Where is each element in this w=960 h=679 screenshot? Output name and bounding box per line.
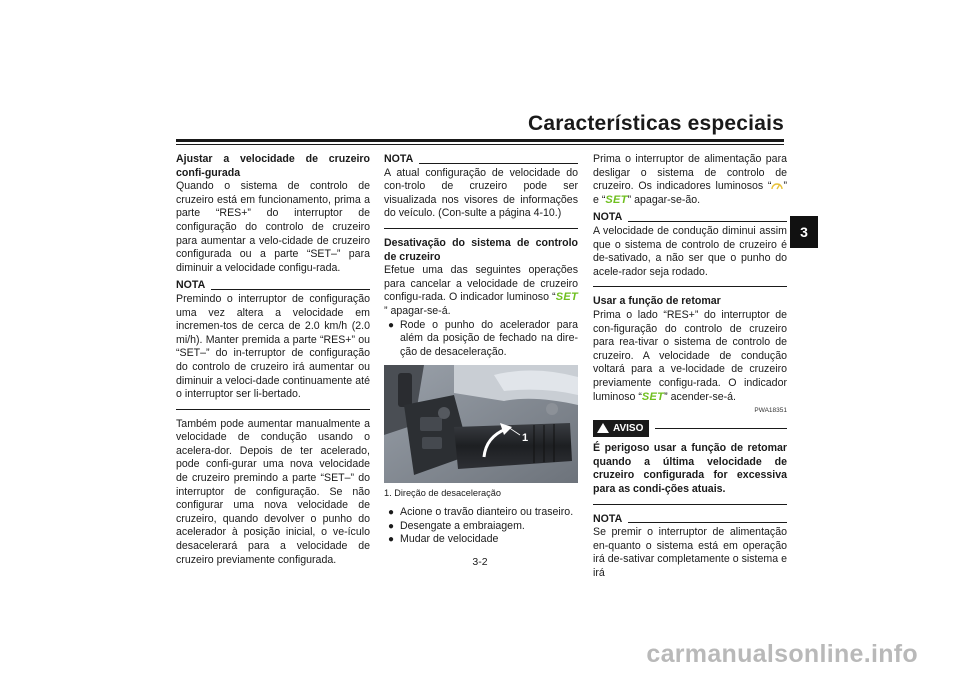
handlebar-figure bbox=[384, 365, 578, 483]
aviso-end-rule bbox=[593, 504, 787, 505]
bullet-icon: ● bbox=[388, 506, 395, 518]
section-heading-deactivate: Desativação do sistema de controlo de cruzeiro bbox=[384, 236, 578, 263]
bullet-icon: ● bbox=[388, 520, 395, 532]
bullet-icon: ● bbox=[388, 319, 395, 331]
text-run: ” apagar-se-ão. bbox=[627, 193, 701, 206]
nota-header bbox=[384, 153, 578, 167]
set-indicator-icon: SET bbox=[605, 193, 628, 206]
cruise-indicator-icon bbox=[771, 180, 783, 190]
list-item bbox=[388, 520, 578, 534]
nota-end-rule bbox=[176, 409, 370, 410]
paragraph bbox=[593, 153, 787, 207]
paragraph bbox=[384, 264, 578, 318]
handlebar-illustration bbox=[384, 365, 578, 483]
watermark: carmanualsonline.info bbox=[646, 640, 918, 668]
paragraph bbox=[593, 309, 787, 404]
column-3 bbox=[593, 153, 787, 581]
nota-label: NOTA bbox=[176, 279, 206, 292]
warning-code: PWA18351 bbox=[754, 407, 787, 415]
nota-header bbox=[593, 513, 787, 527]
aviso-label: AVISO bbox=[613, 422, 644, 434]
text-run: Prima o interruptor de alimentação para desligar o sistema de controlo de cruzeiro. Os indicadores luminosos “ bbox=[593, 153, 787, 193]
nota-label: NOTA bbox=[593, 512, 623, 525]
list-item bbox=[388, 533, 578, 547]
nota-header bbox=[176, 279, 370, 293]
nota-text: A atual configuração de velocidade do con-trolo de cruzeiro pode ser visualizada nos visores de informações do veículo. (Con-sulte a página 4-10.) bbox=[384, 166, 578, 220]
figure-caption: 1. Direção de desaceleração bbox=[384, 488, 501, 499]
nota-rule bbox=[628, 522, 787, 523]
list-item-text: Desengate a embraiagem. bbox=[400, 519, 525, 532]
nota-rule bbox=[628, 221, 787, 222]
figure-callout-1: 1 bbox=[522, 432, 529, 445]
page-title: Características especiais bbox=[527, 112, 784, 135]
nota-text: Se premir o interruptor de alimentação en-quanto o sistema está em operação irá de-sativar completamente o sistema e irá bbox=[593, 526, 787, 580]
set-indicator-icon: SET bbox=[641, 390, 665, 403]
nota-label: NOTA bbox=[384, 153, 414, 165]
paragraph: Também pode aumentar manualmente a velocidade de condução usando o acelera-dor. Depois de ter acelerado, pode confi-gurar uma nova velocidade de cruzeiro premindo a parte “SET–” do interruptor de configuração. Se não configurar uma nova velocidade de cruzeiro, quando devolver o punho do acelerador à posição inicial, o ve-ículo desacelerará para a velocidade de cruzeiro previamente configurada. bbox=[176, 417, 370, 566]
text-run: Efetue uma das seguintes operações para cancelar a velocidade de cruzeiro configu-rada. O indicador luminoso “ bbox=[384, 264, 578, 304]
column-1 bbox=[176, 153, 370, 567]
nota-header bbox=[593, 211, 787, 225]
warning-triangle-icon bbox=[597, 423, 609, 433]
text-run: ” e “ bbox=[593, 180, 787, 206]
section-heading-adjust: Ajustar a velocidade de cruzeiro confi-gurada bbox=[176, 153, 370, 179]
set-indicator-icon: SET bbox=[555, 291, 578, 304]
text-run: ” acender-se-á. bbox=[664, 390, 737, 403]
list-item-text: Mudar de velocidade bbox=[400, 533, 499, 546]
page-number: 3-2 bbox=[472, 556, 488, 568]
list-item bbox=[388, 506, 578, 520]
paragraph: Quando o sistema de controlo de cruzeiro está em funcionamento, prima a parte “RES+” do interruptor de configuração do controlo de cruzeiro para aumentar a velo-cidade de cruzeiro configurada ou a parte “SET–” para diminuir a velocidade configu-rada. bbox=[176, 180, 370, 274]
nota-rule bbox=[211, 289, 370, 290]
chapter-tab: 3 bbox=[790, 216, 818, 248]
header-rule bbox=[176, 139, 784, 142]
list-item bbox=[388, 319, 578, 360]
nota-end-rule bbox=[593, 286, 787, 287]
aviso-badge bbox=[593, 420, 649, 438]
nota-end-rule bbox=[384, 228, 578, 229]
nota-rule bbox=[419, 163, 578, 164]
nota-text: Premindo o interruptor de configuração uma vez altera a velocidade em incremen-tos de cerca de 2.0 km/h (2.0 mi/h). Manter premida a parte “RES+” ou “SET–” do in-terruptor de configuração do controlo de cruzeiro irá aumentar ou diminuir a veloci-dade continuamente até o interruptor ser li-bertado. bbox=[176, 292, 370, 401]
text-run: ” apagar-se-á. bbox=[384, 304, 451, 317]
aviso-rule bbox=[655, 428, 787, 429]
text-run: Prima o lado “RES+” do interruptor de con-figuração do controlo de cruzeiro para rea-tivar o sistema de controlo de cruzeiro. A velocidade de condução voltará para a ve-locidade de cruzeiro previamente configu-rada. O indicador luminoso “ bbox=[593, 308, 787, 403]
aviso-header bbox=[593, 420, 787, 438]
column-2 bbox=[384, 153, 578, 547]
nota-text: A velocidade de condução diminui assim que o sistema de controlo de cruzeiro é de-sativado, a não ser que o punho do acele-rador seja rodado. bbox=[593, 224, 787, 278]
nota-label: NOTA bbox=[593, 211, 623, 224]
bullet-icon: ● bbox=[388, 534, 395, 546]
list-item-text: Acione o travão dianteiro ou traseiro. bbox=[400, 505, 574, 518]
aviso-text: É perigoso usar a função de retomar quando a última velocidade de cruzeiro configurada for excessiva para as condi-ções atuais. bbox=[593, 442, 787, 496]
list-item-text: Rode o punho do acelerador para além da posição de fechado na dire-ção de desaceleração. bbox=[400, 318, 578, 358]
section-heading-resume: Usar a função de retomar bbox=[593, 295, 721, 308]
header-rule-thin bbox=[176, 144, 784, 145]
